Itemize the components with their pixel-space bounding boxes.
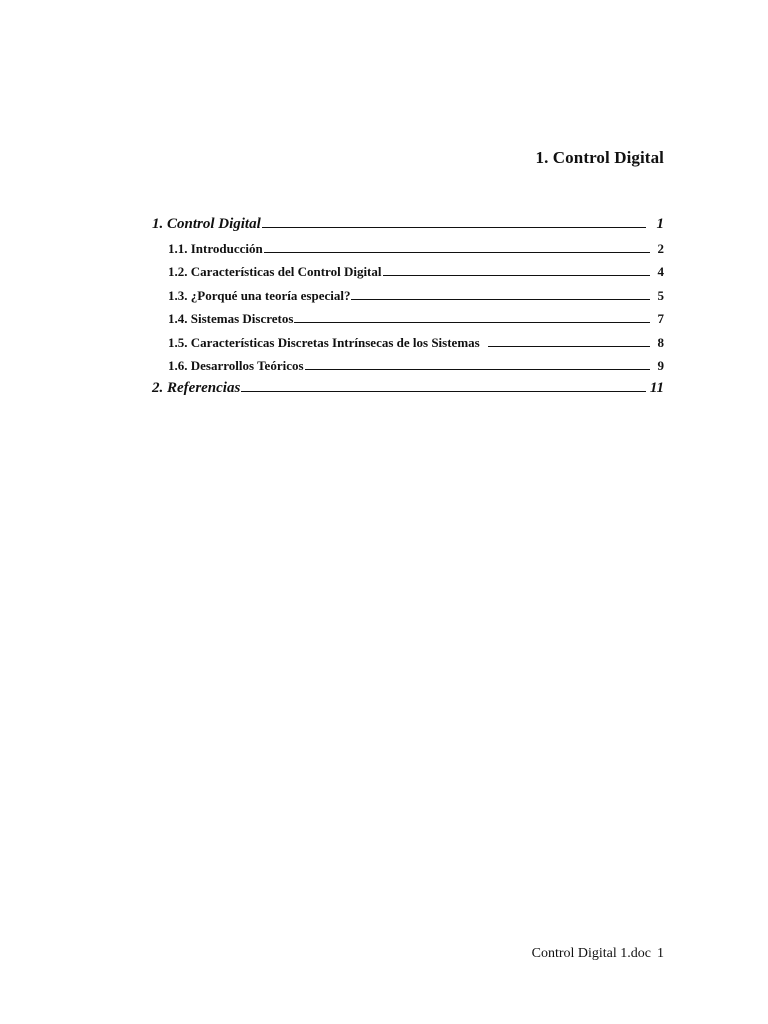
toc-entry-label: 1.4. Sistemas Discretos	[168, 311, 294, 327]
toc-page-number: 4	[657, 264, 664, 280]
toc-entry-label: 1.5. Características Discretas Intrínsecas de los Sistemas	[168, 334, 480, 350]
toc-leader-line	[383, 275, 651, 276]
toc-entry-label: 1.2. Características del Control Digital	[168, 264, 382, 280]
toc-page-number: 5	[657, 287, 664, 303]
toc-page-number: 1	[656, 216, 664, 232]
toc-entry-introduccion[interactable]	[152, 237, 664, 260]
toc-entry-label: 1. Control Digital	[152, 216, 261, 232]
toc-page-number: 2	[657, 241, 664, 256]
chapter-heading: 1. Control Digital	[535, 148, 664, 167]
toc-leader-line	[488, 346, 650, 347]
toc-leader-line	[294, 322, 650, 323]
toc-leader-line	[351, 299, 650, 300]
toc-page-number: 7	[657, 311, 664, 327]
toc-entry-label: 1.3. ¿Porqué una teoría especial?	[168, 287, 351, 303]
toc-leader-line	[305, 369, 650, 370]
toc-entry-referencias[interactable]	[152, 377, 664, 399]
toc-leader-line	[264, 252, 650, 253]
toc-entry-caracteristicas[interactable]	[152, 260, 664, 283]
toc-page-number: 9	[657, 357, 664, 373]
table-of-contents	[152, 211, 664, 399]
footer-page-number: 1	[657, 946, 664, 961]
toc-entry-caracteristicas-discretas[interactable]	[152, 331, 664, 354]
toc-entry-desarrollos-teoricos[interactable]	[152, 354, 664, 377]
toc-entry-teoria-especial[interactable]	[152, 284, 664, 307]
toc-page-number: 11	[649, 380, 664, 397]
toc-entry-label: 1.1. Introducción	[168, 241, 263, 256]
toc-entry-control-digital[interactable]	[152, 211, 664, 237]
toc-leader-line	[241, 391, 646, 392]
toc-entry-sistemas-discretos[interactable]	[152, 307, 664, 330]
footer-filename: Control Digital 1.doc	[531, 946, 651, 961]
toc-page-number: 8	[657, 334, 664, 350]
toc-entry-label: 2. Referencias	[152, 380, 241, 397]
page-footer	[532, 946, 664, 962]
toc-leader-line	[262, 227, 646, 228]
toc-entry-label: 1.6. Desarrollos Teóricos	[168, 357, 304, 373]
